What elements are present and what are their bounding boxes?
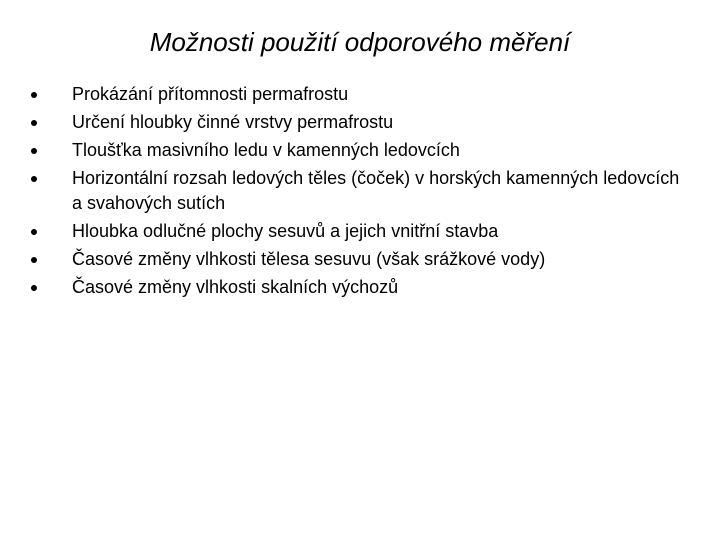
slide-title: Možnosti použití odporového měření — [149, 27, 571, 57]
bullet-icon — [31, 176, 37, 182]
bullet-text: Horizontální rozsah ledových těles (čoček) v horských kamenných ledovcích a svahových sutích — [72, 168, 680, 213]
bullet-text: Časové změny vlhkosti skalních výchozů — [72, 277, 399, 297]
bullet-text: Tloušťka masivního ledu v kamenných ledovcích — [72, 140, 460, 160]
bullet-icon — [31, 285, 37, 291]
bullet-icon — [31, 148, 37, 154]
bullet-text: Určení hloubky činné vrstvy permafrostu — [72, 112, 394, 132]
bullet-list — [28, 82, 688, 303]
bullet-item — [28, 166, 688, 216]
bullet-item — [28, 82, 688, 107]
bullet-icon — [31, 257, 37, 263]
bullet-text: Časové změny vlhkosti tělesa sesuvu (však srážkové vody) — [72, 249, 546, 269]
bullet-item — [28, 275, 688, 300]
bullet-item — [28, 138, 688, 163]
bullet-text: Hloubka odlučné plochy sesuvů a jejich vnitřní stavba — [72, 221, 499, 241]
bullet-icon — [31, 229, 37, 235]
bullet-item — [28, 219, 688, 244]
bullet-item — [28, 247, 688, 272]
bullet-item — [28, 110, 688, 135]
bullet-text: Prokázání přítomnosti permafrostu — [72, 84, 349, 104]
bullet-icon — [31, 92, 37, 98]
bullet-icon — [31, 120, 37, 126]
